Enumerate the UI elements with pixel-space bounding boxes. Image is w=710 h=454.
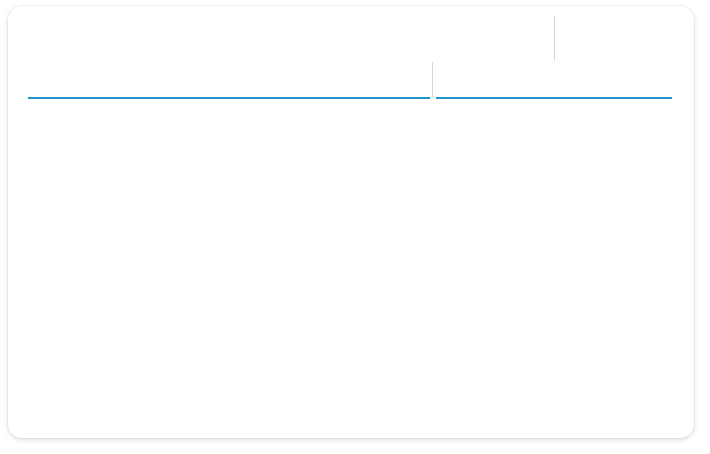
column-divider (554, 16, 555, 61)
section-rule (436, 97, 672, 99)
section-rule (28, 97, 430, 99)
report-card (8, 6, 694, 438)
column-divider (432, 62, 433, 98)
